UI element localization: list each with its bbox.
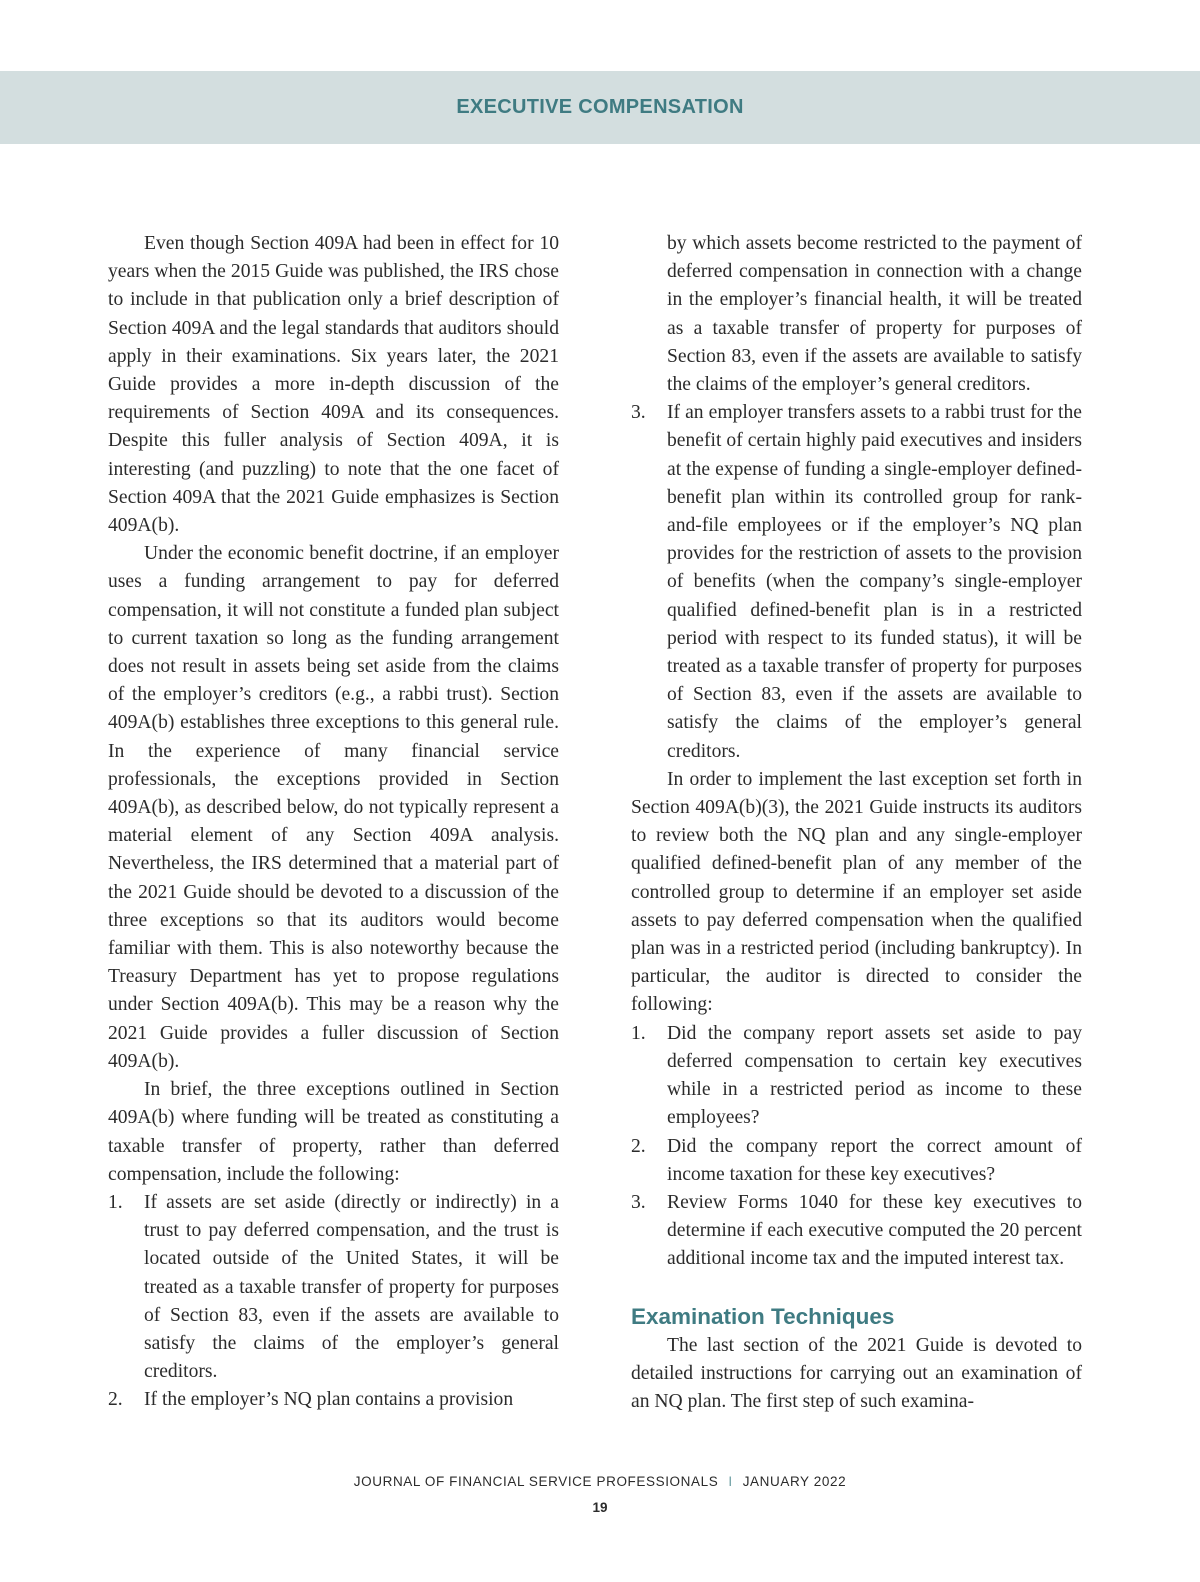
right-column xyxy=(631,230,1082,1416)
subheading: Examination Techniques xyxy=(631,1303,895,1329)
paragraph: The last section of the 2021 Guide is devoted to detailed instructions for carrying out an examination of an NQ plan. The first step of such examina- xyxy=(631,1334,1082,1412)
journal-name: JOURNAL OF FINANCIAL SERVICE PROFESSIONALS xyxy=(353,1474,719,1489)
list-item xyxy=(108,1189,559,1386)
list-number: 1. xyxy=(108,1191,123,1213)
issue-date: JANUARY 2022 xyxy=(742,1474,847,1489)
paragraph: Even though Section 409A had been in effect for 10 years when the 2015 Guide was published, the IRS chose to include in that publication only a brief description of Section 409A and the legal standards that auditors should apply in their examinations. Six years later, the 2021 Guide provides a more in-depth discussion of the requirements of Section 409A and its consequences. Despite this fuller analysis of Section 409A, it is interesting (and puzzling) to note that the one facet of Section 409A that the 2021 Guide emphasizes is Section 409A(b). xyxy=(108,233,559,537)
list-text: Review Forms 1040 for these key executives to determine if each executive computed the 20 percent additional income tax and the imputed interest tax. xyxy=(667,1191,1082,1270)
footer-separator: I xyxy=(728,1474,733,1489)
list-number: 2. xyxy=(631,1135,646,1157)
paragraph: Under the economic benefit doctrine, if an employer uses a funding arrangement to pay for deferred compensation, it will not constitute a funded plan subject to current taxation so long as the funding arrangement does not result in assets being set aside from the claims of the employer’s creditors (e.g., a rabbi trust). Section 409A(b) establishes three exceptions to this general rule. In the experience of many financial service professionals, the exceptions provided in Section 409A(b), as described below, do not typically represent a material element of any Section 409A analysis. Nevertheless, the IRS determined that a material part of the 2021 Guide should be devoted to a discussion of the three exceptions so that its auditors would become familiar with them. This is also noteworthy because the Treasury Department has yet to propose regulations under Section 409A(b). This may be a reason why the 2021 Guide provides a fuller discussion of Section 409A(b). xyxy=(108,543,559,1072)
list-item xyxy=(631,1020,1082,1133)
list-number: 1. xyxy=(631,1022,646,1044)
list-item xyxy=(631,399,1082,766)
list-text: If assets are set aside (directly or indirectly) in a trust to pay deferred compensation, and the trust is located outside of the United States, it will be treated as a taxable transfer of property for purposes of Section 83, even if the assets are available to satisfy the claims of the employer’s general creditors. xyxy=(144,1191,559,1383)
list-item xyxy=(631,1189,1082,1274)
section-header-band xyxy=(0,71,1200,144)
list-continuation: by which assets become restricted to the payment of deferred compensation in connection with a change in the employer’s financial health, it will be treated as a taxable transfer of property for purposes of Section 83, even if the assets are available to satisfy the claims of the employer’s general creditors. xyxy=(667,233,1082,396)
list-text: If an employer transfers assets to a rabbi trust for the benefit of certain highly paid executives and insiders at the expense of funding a single-employer defined-benefit plan within its controlled group for rank-and-file employees or if the employer’s NQ plan provides for the restriction of assets to the provision of benefits (when the company’s single-employer qualified defined-benefit plan is in a restricted period with respect to its funded status), it will be treated as a taxable transfer of property for purposes of Section 83, even if the assets are available to satisfy the claims of the employer’s general creditors. xyxy=(667,402,1082,762)
list-item xyxy=(108,1386,559,1414)
page-number: 19 xyxy=(592,1500,608,1515)
list-item xyxy=(631,1133,1082,1189)
list-text: If the employer’s NQ plan contains a provision xyxy=(144,1389,514,1411)
list-text: Did the company report assets set aside to pay deferred compensation to certain key executives while in a restricted period as income to these employees? xyxy=(667,1022,1082,1129)
paragraph: In brief, the three exceptions outlined in Section 409A(b) where funding will be treated as constituting a taxable transfer of property, rather than deferred compensation, include the following: xyxy=(108,1079,559,1185)
paragraph: In order to implement the last exception set forth in Section 409A(b)(3), the 2021 Guide instructs its auditors to review both the NQ plan and any single-employer qualified defined-benefit plan of any member of the controlled group to determine if an employer set aside assets to pay deferred compensation when the qualified plan was in a restricted period (including bankruptcy). In particular, the auditor is directed to consider the following: xyxy=(631,768,1082,1016)
list-number: 3. xyxy=(631,402,646,424)
list-number: 3. xyxy=(631,1191,646,1213)
left-column xyxy=(108,230,559,1415)
list-text: Did the company report the correct amount of income taxation for these key executives? xyxy=(667,1135,1082,1185)
footer xyxy=(0,1474,1200,1489)
section-title: EXECUTIVE COMPENSATION xyxy=(456,96,744,118)
list-number: 2. xyxy=(108,1389,123,1411)
